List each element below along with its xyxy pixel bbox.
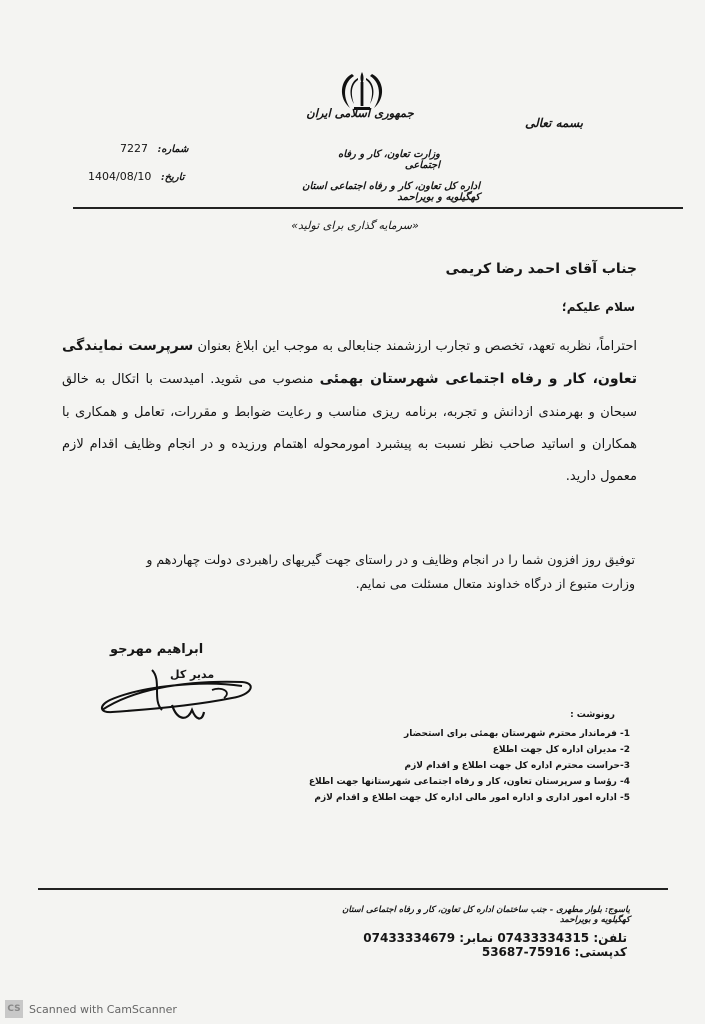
signer-title: مدیر کل	[170, 668, 215, 681]
cc-title: رونوشت :	[570, 710, 615, 720]
body-part-1: احتراماً، نظربه تعهد، تخصص و تجارب ارزشمند جنابعالی به موجب این ابلاغ بعنوان	[197, 339, 637, 354]
country-name: جمهوری اسلامی ایران	[306, 106, 414, 120]
letter-date-value: 1404/08/10	[88, 170, 152, 183]
closing-line-1: توفیق روز افزون شما را در انجام وظایف و در راستای جهت گیریهای راهبردی دولت چهاردهم و	[146, 552, 635, 567]
footer-divider	[38, 888, 668, 890]
slogan: «سرمایه گذاری برای تولید»	[291, 219, 419, 232]
letter-number-value: 7227	[120, 142, 148, 155]
body-part-2: منصوب می شوید. امیدست با اتکال به خالق سبحان و بهرمندی ازدانش و تجربه، برنامه ریزی مناسب و رعایت ضوابط و مقررات، تعامل و همکاری با همکاران و اساتید صاحب نظر نسبت به پیشبرد امورمحوله اهتمام ورزیده و در انجام وظایف اقدام لازم معمول دارید.	[62, 372, 637, 485]
signer-name: ابراهیم مهرجو	[110, 642, 204, 657]
cc-item: 1- فرماندار محترم شهرستان بهمئی برای استحضار	[404, 729, 630, 739]
cc-item: 4- رؤسا و سرپرستان تعاون، کار و رفاه اجتماعی شهرستانها جهت اطلاع	[308, 777, 630, 787]
camscanner-logo-icon: CS	[5, 1000, 23, 1018]
cc-item: 3-حراست محترم اداره کل جهت اطلاع و اقدام لازم	[404, 761, 630, 771]
cc-list	[290, 726, 630, 806]
recipient: جناب آقای احمد رضا کریمی	[445, 261, 637, 277]
closing-line-2: وزارت متبوع از درگاه خداوند متعال مسئلت می نمایم.	[355, 576, 635, 591]
handwritten-signature-icon	[92, 650, 262, 730]
footer-phones: تلفن: 07433334315 نمابر: 07433334679 کدپستی: 75916-53687	[363, 931, 627, 959]
cc-item: 5- اداره امور اداری و اداره امور مالی اداره کل جهت اطلاع و اقدام لازم	[314, 793, 630, 803]
letter-body	[62, 330, 637, 493]
ministry-name: وزارت تعاون، کار و رفاه اجتماعی	[337, 149, 440, 171]
header-divider	[73, 207, 683, 209]
body-position-title: سرپرست نمایندگی تعاون، کار و رفاه اجتماعی شهرستان بهمئی	[62, 338, 637, 388]
letter-date-label: تاریخ:	[160, 172, 185, 183]
closing-paragraph	[60, 548, 635, 596]
cc-item: 2- مدیران اداره کل جهت اطلاع	[492, 745, 630, 755]
office-name: اداره کل تعاون، کار و رفاه اجتماعی استان کهگیلویه و بویراحمد	[302, 181, 480, 203]
scanner-label: Scanned with CamScanner	[29, 1002, 177, 1016]
letter-number	[120, 142, 188, 155]
greeting: سلام علیکم؛	[561, 300, 635, 314]
bismillah-heading: بسمه تعالی	[524, 116, 583, 130]
letter-date	[88, 170, 185, 183]
footer-address: یاسوج: بلوار مطهری - جنب ساختمان اداره کل تعاون، کار و رفاه اجتماعی استان کهگیلویه و بویراحمد	[342, 905, 630, 925]
scanner-watermark	[0, 998, 200, 1020]
letter-number-label: شماره:	[157, 144, 189, 155]
